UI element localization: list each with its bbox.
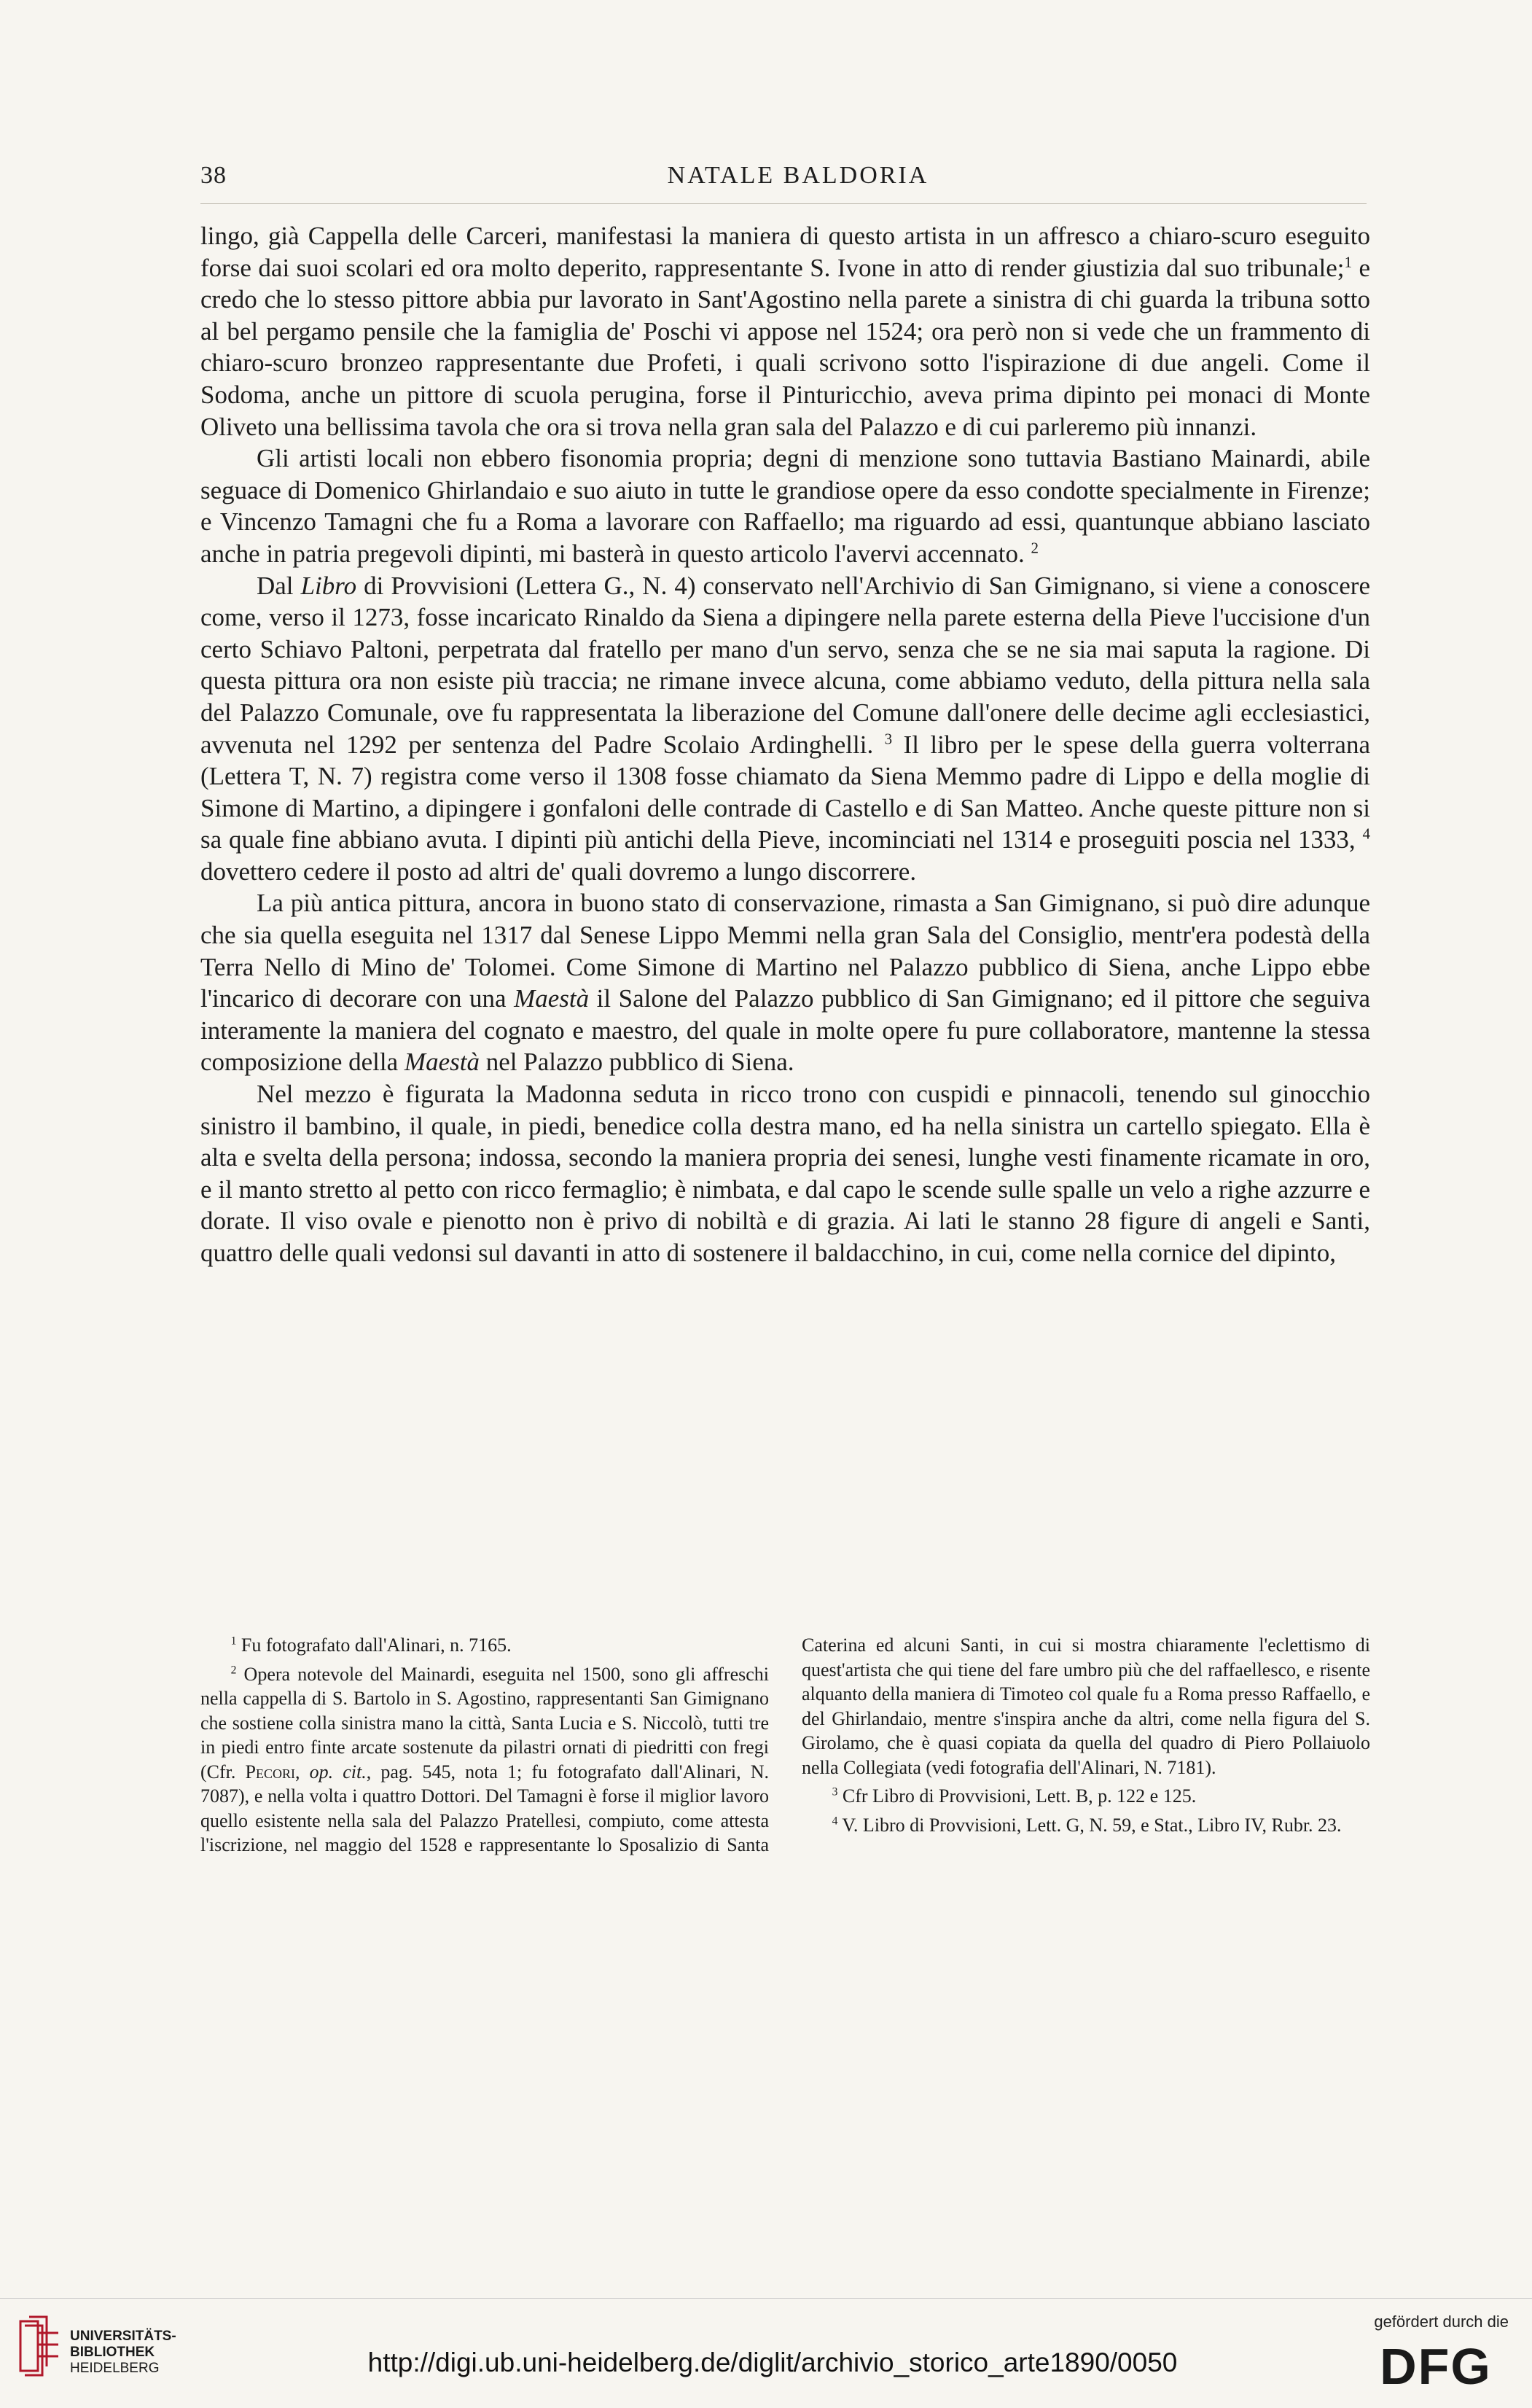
footer-rule — [0, 2298, 1532, 2299]
italic-term: Libro — [300, 571, 357, 600]
dfg-logo-text: DFG — [1380, 2339, 1492, 2390]
footnotes — [200, 1633, 1370, 1858]
paragraph: Dal Libro di Provvisioni (Lettera G., N. 4) conservato nell'Archivio di San Gimignano, si viene a conoscere come, verso il 1273, fosse incaricato Rinaldo da Siena a dipingere nella parete esterna della Pieve l'uccisione d'un certo Schiavo Paltoni, perpetrata dal fratello per mano d'un servo, senza che se ne sia mai saputa la ragione. Di questa pittura ora non esiste più traccia; ne rimane invece alcuna, come abbiamo veduto, della pittura nella sala del Palazzo Comunale, ove fu rappresentata la liberazione del Comune dall'onere delle decime agli ecclesiastici, avvenuta nel 1292 per sentenza del Padre Scolaio Ardinghelli. $^3$ Il libro per le spese della guerra volterrana (Lettera T, N. 7) registra come verso il 1308 fosse chiamato da Siena Memmo padre di Lippo e della moglie di Simone di Martino, a dipingere i gonfaloni delle contrade di Castello e di San Matteo. Anche queste pitture non si sa quale fine abbiano avuta. I dipinti più antichi della Pieve, incominciati nel 1314 e proseguiti poscia nel 1333, $^4$ dovettero cedere il posto ad altri de' quali dovremo a lungo discorrere. — [200, 571, 1370, 886]
library-logo[interactable] — [16, 2311, 206, 2384]
footnote-ref[interactable]: 1 — [1344, 252, 1353, 270]
footnote-mark: 3 — [832, 1785, 838, 1799]
paragraph: Nel mezzo è figurata la Madonna seduta in ricco trono con cuspidi e pinnacoli, tenendo sul ginocchio sinistro il bambino, il quale, in piedi, benedice colla destra mano, ed ha nella sinistra un cartello spiegato. Ella è alta e svelta della persona; indossa, secondo la maniera propria dei senesi, lunghe vesti finamente ricamate in oro, e il manto stretto al petto con ricco fermaglio; è nimbata, e dal capo le scende sulle spalle un velo a righe azzurre e dorate. Il viso ovale e pienotto non è privo di nobiltà e di grazia. Ai lati le stanno 28 figure di angeli e Santi, quattro delle quali vedonsi sul davanti in atto di sostenere il baldacchino, in cui, come nella cornice del dipinto, — [200, 1080, 1370, 1267]
footnote-ref[interactable]: 3 — [884, 729, 893, 747]
footnote-mark: 2 — [230, 1663, 237, 1676]
footnote: $^2$ Opera notevole del Mainardi, eseguita nel 1500, sono gli affreschi nella cappella di S. Bartolo in S. Agostino, rappresentanti San Gimignano che sostiene colla sinistra mano la città, Santa Lucia e S. Niccolò, tutti tre in piedi entro finte arcate sostenute da pilastri ornati di piedritti con fregi (Cfr. Pecori, op. cit., pag. 545, nota 1; fu fotografato dall'Alinari, N. 7087), e nella volta i quattro Dottori. Del Tamagni è forse il miglior lavoro quello esistente nella sala del Palazzo Pratellesi, compiuto, come attesta l'iscrizione, nel maggio del 1528 e rappresentante lo Sposalizio di Santa Caterina ed alcuni Santi, in cui si mostra chiaramente l'eclettismo di quest'artista che qui tiene del fare umbro più che del raffaellesco, e risente alquanto della maniera di Timoteo col quale fu a Roma presso Raffaello, e del Ghirlandaio, mentre s'inspira anche da altri, come nella figura del S. Girolamo, che è quasi copiata da quella del quadro di Piero Pollaiuolo nella Collegiata (vedi fotografia dell'Alinari, N. 7181). — [200, 1634, 1370, 1855]
footnote: $^1$ Fu fotografato dall'Alinari, n. 7165. — [230, 1634, 512, 1656]
library-name-line: BIBLIOTHEK — [70, 2345, 155, 2360]
italic-term: op. cit. — [309, 1761, 367, 1782]
footnote: $^4$ V. Libro di Provvisioni, Lett. G, N. 59, e Stat., Libro IV, Rubr. 23. — [832, 1814, 1342, 1836]
footnote: $^3$ Cfr Libro di Provvisioni, Lett. B, p. 122 e 125. — [832, 1785, 1197, 1807]
funding-notice — [1356, 2311, 1509, 2391]
header-rule — [200, 203, 1367, 204]
page-header — [200, 153, 1367, 197]
source-url-link[interactable]: http://digi.ub.uni-heidelberg.de/diglit/archivio_storico_arte1890/0050 — [367, 2347, 1178, 2377]
italic-term: Maestà — [404, 1048, 480, 1077]
dfg-logo[interactable] — [1363, 2339, 1509, 2390]
paragraph: Gli artisti locali non ebbero fisonomia propria; degni di menzione sono tuttavia Bastiano Mainardi, abile seguace di Domenico Ghirlandaio e suo aiuto in tutte le grandiose opere da esso condotte specialmente in Firenze; e Vincenzo Tamagni che fu a Roma a lavorare con Raffaello; ma riguardo ad essi, quantunque abbiano lasciato anche in patria pregevoli dipinti, mi basterà in questo articolo l'avervi accennato. $^2$ — [200, 444, 1370, 568]
library-emblem-icon — [16, 2311, 63, 2381]
footnote-ref[interactable]: 2 — [1031, 539, 1039, 557]
paragraph: lingo, già Cappella delle Carceri, manifestasi la maniera di questo artista in un affresco a chiaro-scuro eseguito forse dai suoi scolari ed ora molto deperito, rappresentante S. Ivone in atto di render giustizia dal suo tribunale;$^1$ e credo che lo stesso pittore abbia pur lavorato in Sant'Agostino nella parete a sinistra di chi guarda la tribuna sotto al bel pergamo pensile che la famiglia de' Poschi vi appose nel 1524; ora però non si vede che un frammento di chiaro-scuro bronzeo rappresentante due Profeti, i quali scrivono sotto l'ispirazione di due angeli. Come il Sodoma, anche un pittore di scuola perugina, forse il Pinturicchio, aveva prima dipinto pei monaci di Monte Oliveto una bellissima tavola che ora si trova nella gran sala del Palazzo e di cui parleremo più innanzi. — [200, 222, 1370, 441]
library-name-line: HEIDELBERG — [70, 2361, 160, 2376]
running-title: NATALE BALDORIA — [667, 162, 929, 189]
main-text — [200, 220, 1370, 1269]
paragraph: La più antica pittura, ancora in buono stato di conservazione, rimasta a San Gimignano, si può dire adunque che sia quella eseguita nel 1317 dal Senese Lippo Memmi nella gran Sala del Consiglio, mentr'era podestà della Terra Nello di Mino de' Tolomei. Come Simone di Martino nel Palazzo pubblico di Siena, anche Lippo ebbe l'incarico di decorare con una Maestà il Salone del Palazzo pubblico di San Gimignano; ed il pittore che seguiva interamente la maniera del cognato e maestro, del quale in molte opere fu pure collaboratore, mantenne la stessa composizione della Maestà nel Palazzo pubblico di Siena. — [200, 889, 1370, 1077]
footnote-mark: 1 — [230, 1634, 237, 1648]
footnote-ref[interactable]: 4 — [1362, 825, 1370, 843]
page-number: 38 — [200, 162, 227, 189]
italic-term: Maestà — [514, 984, 590, 1013]
funded-by-label: gefördert durch die — [1374, 2312, 1509, 2331]
library-name-line: UNIVERSITÄTS- — [70, 2329, 176, 2344]
footnote-mark: 4 — [832, 1814, 838, 1827]
author-name: Pecori — [245, 1761, 295, 1782]
